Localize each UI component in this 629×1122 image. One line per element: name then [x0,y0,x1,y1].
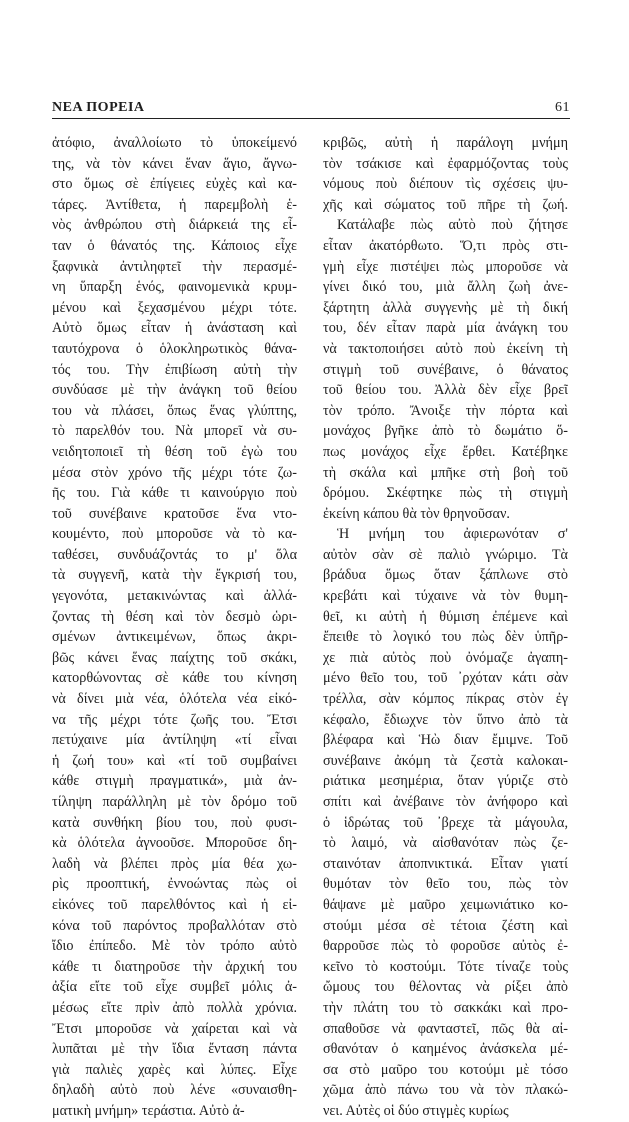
text-line: γμὴ εἶχε πιστέψει πὼς μποροῦσε νὰ [323,258,568,275]
page-number: 61 [555,100,570,115]
text-line: δηλαδὴ αὐτὸ ποὺ λένε «συναισθη- [52,1082,297,1099]
text-line: Αὐτὸ ὅμως εἶταν ἡ ἀνάσταση καὶ [52,320,297,337]
text-line: μένου καὶ ξεχασμένου μέχρι τότε. [52,299,297,316]
text-line: κατὰ συνθήκη βίου του, ποὺ φυσι- [52,814,297,831]
text-line: ταυτόχρονα ὁ ὁλοκληρωτικὸς θάνα- [52,340,297,357]
text-line: ρὶς προοπτική, ἐννοώντας πὼς οἱ [52,876,297,893]
text-line: τὴ σκάλα καὶ μπῆκε στὴ βοὴ τοῦ [323,464,568,481]
text-line: μέσα στὸν χρόνο τῆς μέχρι τότε ζω- [52,464,297,481]
text-line: ὤμους του θέλοντας νὰ ρίξει ἀπὸ [323,979,568,996]
text-line: τὸν τρόπο. Ἄνοιξε τὴν πόρτα καὶ [323,402,568,419]
text-line: ταν ὁ θάνατός της. Κάποιος εἶχε [52,237,297,254]
text-line: της, νὰ τὸν κάνει ἕναν ἅγιο, ἄγνω- [52,155,297,172]
text-line: κρεβάτι καὶ τύχαινε νὰ τὸν θυμη- [323,588,568,605]
text-line: σταινόταν ἀποπνικτικά. Εἶταν γιατί [323,855,568,872]
journal-title: ΝΕΑ ΠΟΡΕΙΑ [52,100,145,115]
running-header [52,100,570,118]
text-line: νη ὕπαρξη ἑνός, φαινομενικὰ κρυμ- [52,279,297,296]
text-line: νόμους ποὺ διέπουν τὶς σχέσεις ψυ- [323,176,568,193]
text-line: τός του. Τὴν ἐπιβίωση αὐτὴ τὴν [52,361,297,378]
text-line: ῆς του. Γιὰ κάθε τι καινούργιο ποὺ [52,485,297,502]
text-column-right [323,133,568,1122]
text-line: Κατάλαβε πὼς αὐτὸ ποὺ ζήτησε [337,217,568,234]
text-line: θυμόταν τὸν θεῖο του, πὼς τὸν [323,876,568,893]
text-line: ἐκείνη κάπου θὰ τὸν θρηνοῦσαν. [323,505,510,522]
text-column-left [52,133,297,1122]
text-line: ξαφνικὰ ἀντιληφτεῖ τὴν περασμέ- [52,258,297,275]
text-line: ἡ ζωή του» καὶ «τί τοῦ συμβαίνει [52,752,297,769]
text-line: βῶς κάνει ἕνας παίχτης τοῦ σκάκι, [52,649,297,666]
text-line: λαδὴ νὰ βλέπει πρὸς μία θέα χω- [52,855,297,872]
header-rule [52,118,570,119]
text-line: χε πιὰ αὐτὸς ποὺ ὀνόμαζε ἀγαπη- [323,649,568,666]
text-line: σα στὸ μαῦρο του κοτούμι μὲ τόσο [323,1061,568,1078]
text-line: στο ὅμως σὲ ἐπίγειες εὐχὲς καὶ κα- [52,176,297,193]
text-line: ὁ ἱδρώτας τοῦ ᾽βρεχε τὰ μάγουλα, [323,814,568,831]
text-line: βράδυα ὅμως ὅταν ξάπλωνε στὸ [323,567,568,584]
text-line: τὸ παρελθόν του. Νὰ μπορεῖ νὰ συ- [52,423,297,440]
text-line: ριάτικα μεσημέρια, ὅταν γύριζε στὸ [323,773,568,790]
text-line: ξάρτητη ἀλλὰ συγγενὴς μὲ τὴ δική [323,299,568,316]
text-line: νειδητοποιεῖ τὴ θέση τοῦ ἐγὼ του [52,443,297,460]
text-line: του, δέν εἶταν παρὰ μία ἀνάγκη του [323,320,568,337]
text-line: σμένων ἀντικειμένων, ὅπως ἀκρι- [52,629,297,646]
text-line: εἶταν ἀκατόρθωτο. Ὅ,τι πρὸς στι- [323,237,568,254]
text-line: τοῦ συνέβαινε κρατοῦσε ἕνα ντο- [52,505,297,522]
text-line: κάθε στιγμὴ πραγματικά», μιὰ ἀν- [52,773,297,790]
text-line: λυπᾶται μὲ τὴν ἴδια ἔνταση πάντα [52,1041,297,1058]
text-line: συνδύασε μὲ τὴν ἀνάγκη τοῦ θείου [52,382,297,399]
text-line: τίληψη παράλληλη μὲ τὸν δρόμο τοῦ [52,794,297,810]
text-line: γίνει δικό του, μιὰ ἄλλη ζωὴ ἀνε- [323,279,568,296]
text-line: τοῦ θείου του. Ἀλλὰ δὲν εἶχε βρεῖ [323,382,568,399]
text-line: μέσως εἴτε πρὶν ἀπὸ πολλὰ χρόνια. [52,999,297,1016]
text-line: κεῖνο τὸ κοστούμι. Τότε τίναζε τοὺς [323,958,568,975]
text-line: γεγονότα, μετακινώντας καὶ ἀλλά- [52,588,297,605]
text-line: κάθε τι διατηροῦσε τὴν ἀρχική του [52,958,297,975]
text-line: ἔπειθε τὸ λογικό του πὼς δὲν ὑπῆρ- [323,629,568,646]
text-line: νει. Αὐτὲς οἱ δύο στιγμὲς κυρίως [323,1102,509,1119]
text-line: τὸ λαιμό, νὰ αἰσθανόταν πὼς ζε- [323,835,568,852]
text-line: κέφαλο, ἔδιωχνε τὸν ὕπνο ἀπὸ τὰ [323,711,568,728]
text-line: γιὰ παλιὲς χαρὲς καὶ λύπες. Εἶχε [52,1061,297,1078]
text-line: κόνα τοῦ παρόντος προβαλλόταν στὸ [52,917,297,934]
text-line: νὰ τακτοποιήσει αὐτὸ ποὺ ἐκείνη τὴ [323,340,568,357]
text-line: σπίτι καὶ ἀνέβαινε τὸν ἀνήφορο καὶ [323,794,568,810]
text-line: σθανόταν ὁ καημένος ἀνάσκελα μέ- [323,1041,568,1058]
text-line: κὰ ὁλότελα ἀγνοοῦσε. Μποροῦσε δη- [52,835,297,852]
text-line: πετύχαινε μία ἀντίληψη «τί εἶναι [52,732,297,749]
text-line: πως μονάχος εἶχε ἔρθει. Κατέβηκε [323,443,568,460]
text-line: ζοντας τὴ θέση καὶ τὸν δεσμὸ ὡρι- [52,608,297,625]
text-line: θεῖ, κι αὐτὴ ἡ θύμιση ἐπέμενε καὶ [323,608,568,625]
text-line: ἀξία εἴτε τοῦ εἶχε συμβεῖ μόλις ἀ- [52,979,297,996]
text-line: τάρες. Ἀντίθετα, ἡ παρεμβολὴ ἑ- [52,196,297,213]
text-line: στούμι μέσα σὲ τέτοια ζέστη καὶ [323,917,568,934]
text-line: μένο θεῖο του, τοῦ ᾽ρχόταν κάτι σὰν [323,670,568,687]
text-line: εἰκόνες τοῦ παρελθόντος καὶ ἡ εἰ- [52,896,297,913]
text-line: θάψανε μὲ μαῦρο χειμωνιάτικο κο- [323,896,568,913]
text-line: μονάχος βγῆκε ἀπὸ τὸ δωμάτιο ὅ- [323,423,568,440]
text-line: ἴδιο ἐπίπεδο. Μὲ τὸν τρόπο αὐτὸ [52,938,297,955]
text-line: τρέλλα, σὰν κόμπος πίκρας στὸν ἐγ [323,691,568,708]
text-line: κατορθώνοντας σὲ κάθε του κίνηση [52,670,297,687]
text-line: θαρροῦσε πὼς τὸ φοροῦσε αὐτὸς ἐ- [323,938,568,955]
text-line: τὸν τσάκισε καὶ ἐφαρμόζοντας τοὺς [323,155,568,172]
text-line: βλέφαρα καὶ Ἡὼ διαν ἔμιμνε. Τοῦ [323,732,568,749]
text-line: του νὰ πλάσει, ὅπως ἕνας γλύπτης, [52,402,297,419]
text-line: να τῆς μέχρι τότε ζωῆς του. Ἔτσι [52,711,297,728]
text-line: δρόμου. Σκέφτηκε πὼς τὴ στιγμὴ [323,485,568,502]
text-line: χῆς καὶ σώματος τοῦ πῆρε τὴ ζωή. [323,196,568,213]
text-line: ταθέσει, συνδυάζοντάς το μ' ὅλα [52,546,297,563]
text-line: κουμέντο, ποὺ μποροῦσε νὰ τὸ κα- [52,526,297,543]
text-line: σπαθοῦσε νὰ φανταστεῖ, πῶς θὰ αἰ- [323,1020,568,1037]
text-line: Ἔτσι μποροῦσε νὰ χαίρεται καὶ νὰ [52,1020,297,1037]
text-line: αὐτὸν σὰν σὲ παλιὸ γνώριμο. Τὰ [323,546,568,563]
text-line: νὰ δίνει μιὰ νέα, ὁλότελα νέα εἰκό- [52,691,297,708]
text-line: ἀτόφιο, ἀναλλοίωτο τὸ ὑποκείμενό [52,135,297,151]
text-line: στιγμὴ τοῦ συνέβαινε, ὁ θάνατος [323,361,568,378]
text-line: τὴν πλάτη του τὸ σακκάκι καὶ προ- [323,999,568,1016]
text-line: χῶμα ἀπὸ πάνω του νὰ τὸν πλακώ- [323,1082,568,1099]
text-line: Ἡ μνήμη του ἀφιερωνόταν σ' [337,526,568,543]
text-line: συνέβαινε ἀκόμη τὰ ζεστὰ καλοκαι- [323,752,568,769]
text-line: νὸς ἀνθρώπου στὴ διάρκειά της εἶ- [52,217,297,234]
text-line: τὰ συγγενῆ, κατὰ τὴν ἔγκρισή του, [52,567,297,584]
text-line: κριβῶς, αὐτὴ ἡ παράλογη μνήμη [323,135,568,151]
text-line: ματικὴ μνήμη» τεράστια. Αὐτὸ ἀ- [52,1102,245,1119]
